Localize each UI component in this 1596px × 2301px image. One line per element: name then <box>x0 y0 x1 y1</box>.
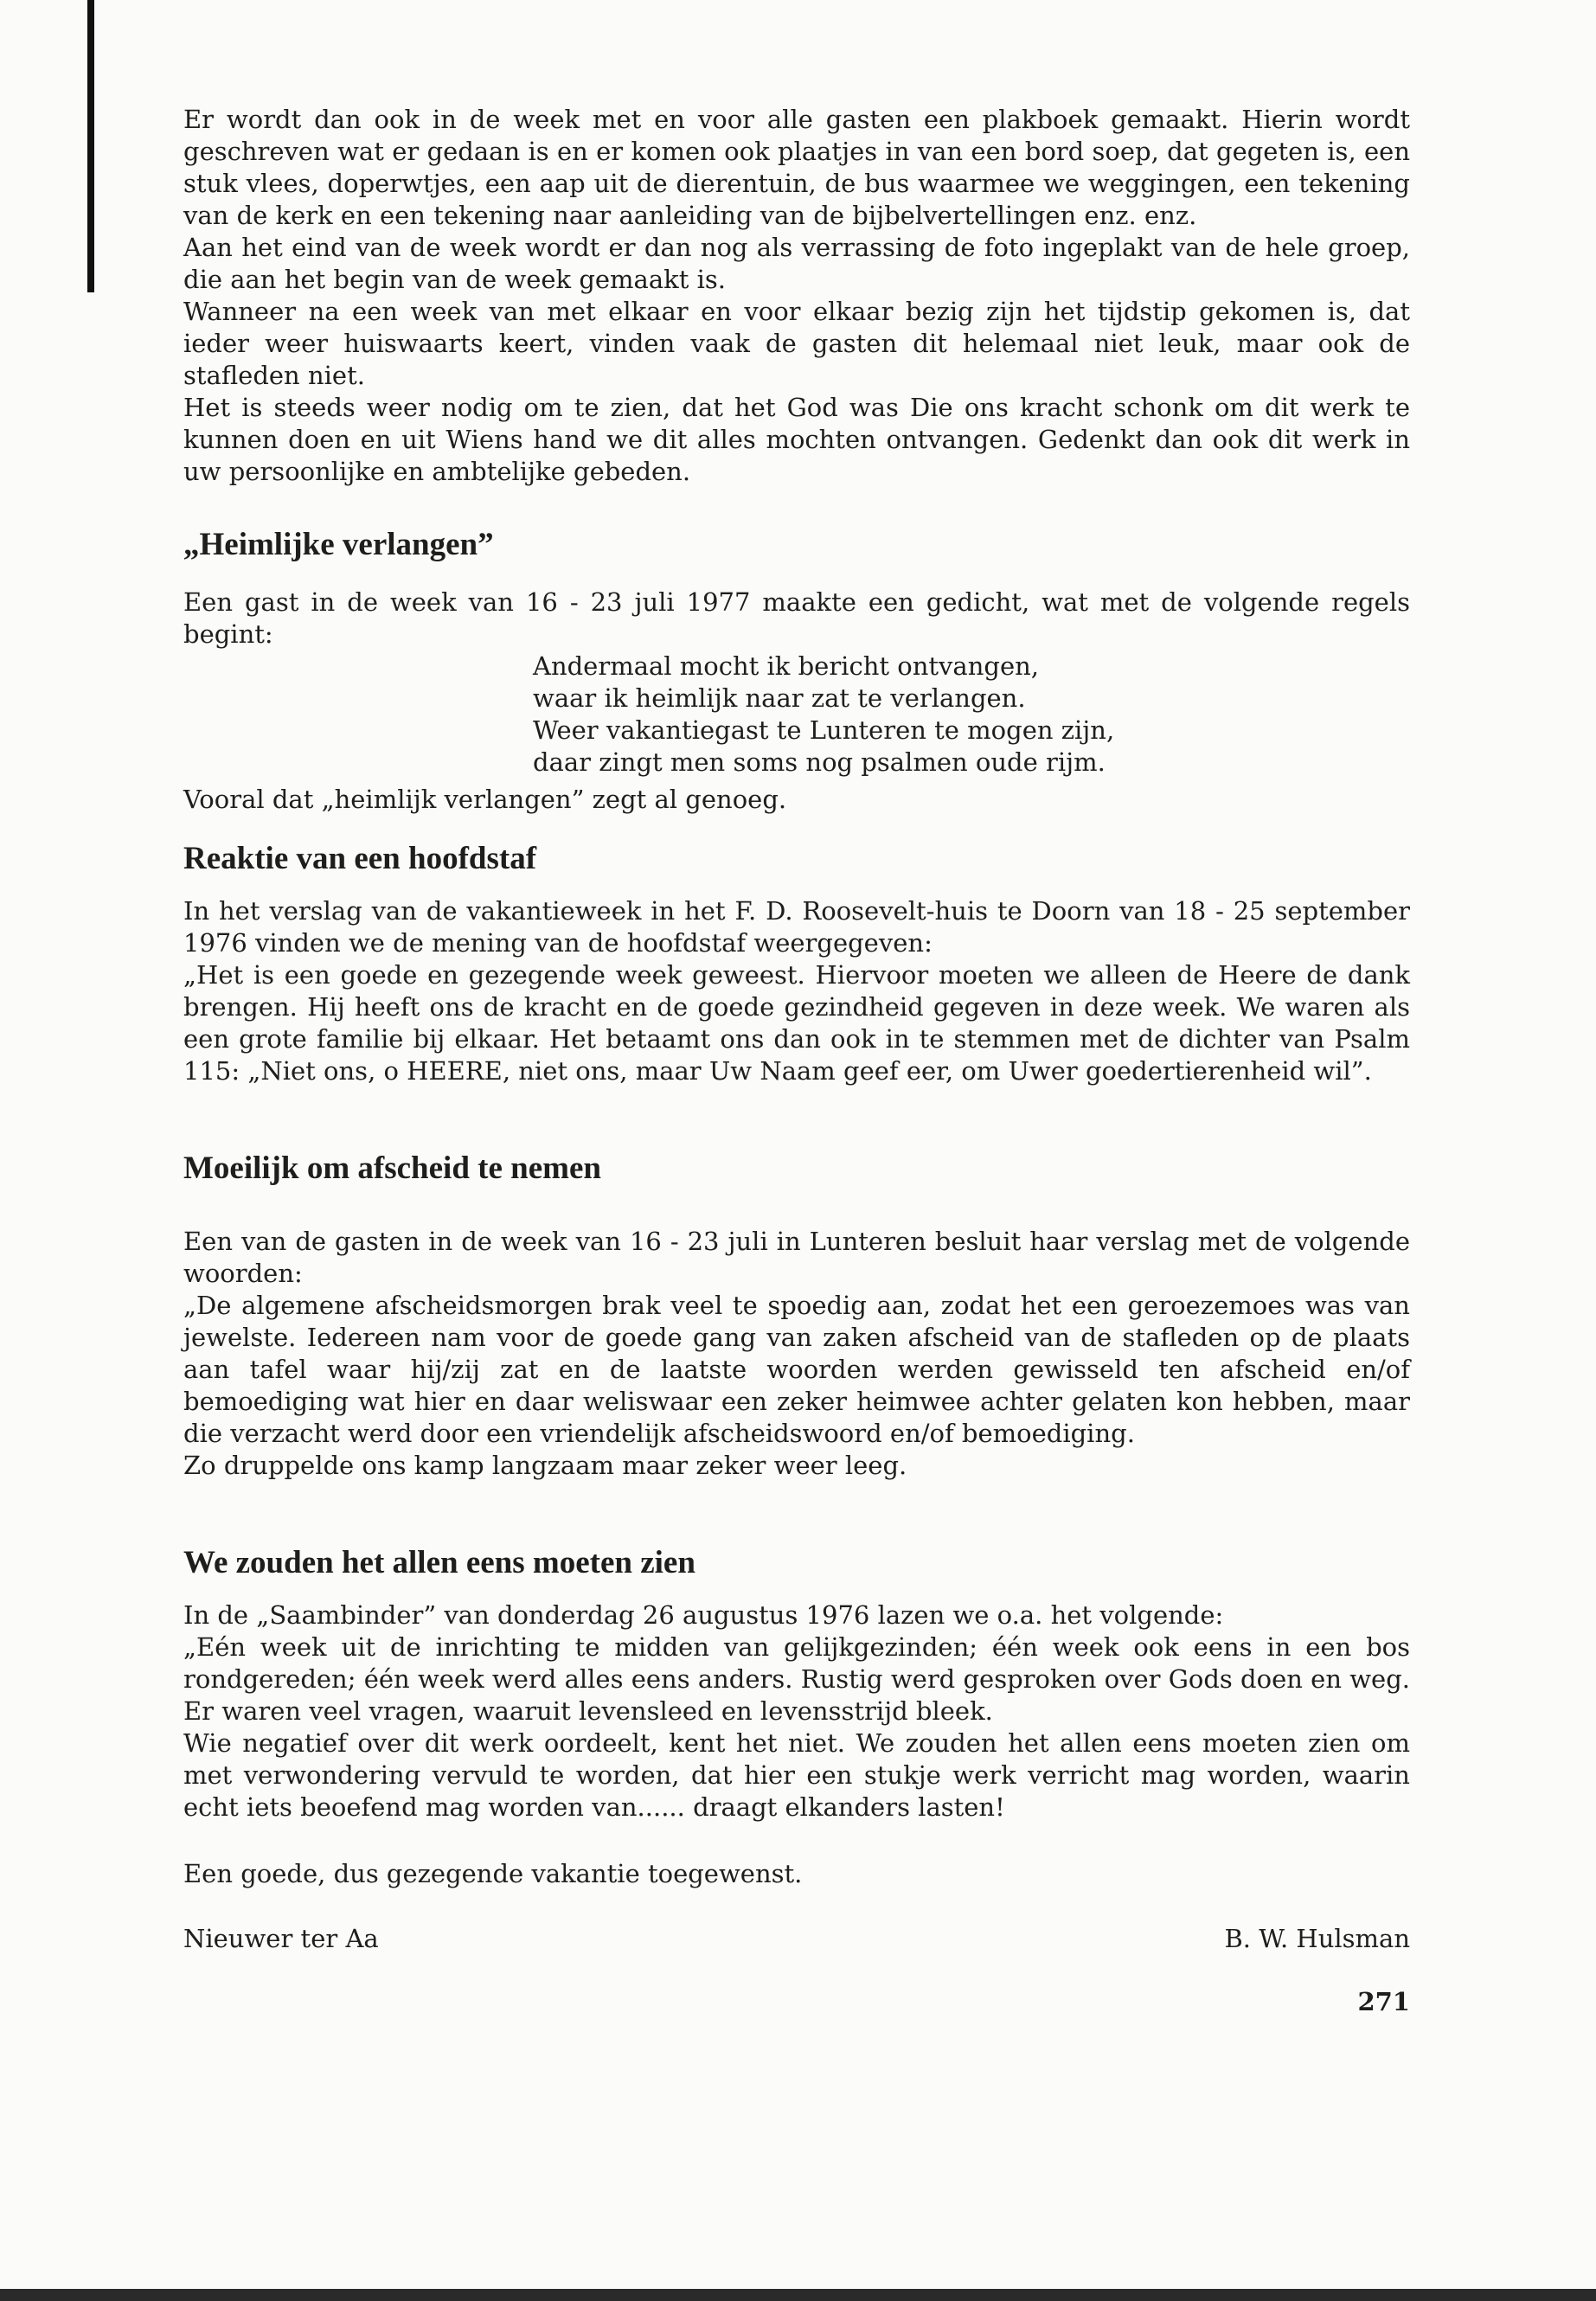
heading-moeilijk-afscheid: Moeilijk om afscheid te nemen <box>183 1150 601 1186</box>
paragraph-plakboek: Er wordt dan ook in de week met en voor alle gasten een plakboek gemaakt. Hierin wordt geschreven wat er gedaan is en er komen ook plaatjes in van een bord soep, dat gegeten is, een stuk vlees, doperwtjes, een aap uit de dierentuin, de bus waarmee we weggingen, een tekening van de kerk en een tekening naar aanleiding van de bijbelvertellingen enz. enz. <box>183 105 1410 230</box>
scan-edge-bottom <box>0 2289 1596 2301</box>
paragraph-god-kracht: Het is steeds weer nodig om te zien, dat het God was Die ons kracht schonk om dit werk te kunnen doen en uit Wiens hand we dit alles mochten ontvangen. Gedenkt dan ook dit werk in uw persoonlijke en ambtelijke gebeden. <box>183 393 1410 486</box>
page-number: 271 <box>1357 1987 1410 2016</box>
poem-line: daar zingt men soms nog psalmen oude rijm. <box>533 747 1106 777</box>
paragraph-saambinder: In de „Saambinder” van donderdag 26 augustus 1976 lazen we o.a. het volgende: <box>183 1600 1224 1630</box>
signature-place: Nieuwer ter Aa <box>183 1924 379 1953</box>
signature-row <box>183 1923 1410 1955</box>
heading-allen-eens-zien: We zouden het allen eens moeten zien <box>183 1545 695 1580</box>
paragraph-vakantie-toegewenst: Een goede, dus gezegende vakantie toegewenst. <box>183 1859 803 1888</box>
poem-line: waar ik heimlijk naar zat te verlangen. <box>533 683 1026 713</box>
paragraph-afscheidsmorgen: „De algemene afscheidsmorgen brak veel te spoedig aan, zodat het een geroezemoes was van jewelste. Iedereen nam voor de goede gang van zaken afscheid van de stafleden op de plaats aan tafel waar hij/zij zat en de laatste woorden werden gewisseld ten afscheid en/of bemoediging wat hier en daar weliswaar een zeker heimwee achter gelaten kon hebben, maar die verzacht werd door een vriendelijk afscheidswoord en/of bemoediging. <box>183 1291 1410 1448</box>
poem-line: Andermaal mocht ik bericht ontvangen, <box>533 651 1040 681</box>
paragraph-huiswaarts: Wanneer na een week van met elkaar en voor elkaar bezig zijn het tijdstip gekomen is, dat ieder weer huiswaarts keert, vinden vaak de gasten dit helemaal niet leuk, maar ook de stafleden niet. <box>183 297 1410 390</box>
heading-heimlijke-verlangen: „Heimlijke verlangen” <box>183 527 494 562</box>
paragraph-quote-hoofdstaf: „Het is een goede en gezegende week geweest. Hiervoor moeten we alleen de Heere de dank brengen. Hij heeft ons de kracht en de goede gezindheid gegeven in deze week. We waren als een grote familie bij elkaar. Het betaamt ons dan ook in te stemmen met de dichter van Psalm 115: „Niet ons, o HEERE, niet ons, maar Uw Naam geef eer, om Uwer goedertierenheid wil”. <box>183 960 1410 1086</box>
paragraph-gast-lunteren: Een van de gasten in de week van 16 - 23 juli in Lunteren besluit haar verslag met de volgende woorden: <box>183 1227 1410 1288</box>
heading-reaktie-hoofdstaf: Reaktie van een hoofdstaf <box>183 841 537 876</box>
document-page <box>183 104 1410 2018</box>
scan-edge-left <box>87 0 94 292</box>
paragraph-foto: Aan het eind van de week wordt er dan nog als verrassing de foto ingeplakt van de hele groep, die aan het begin van de week gemaakt is. <box>183 233 1410 294</box>
paragraph-druppelde: Zo druppelde ons kamp langzaam maar zeker weer leeg. <box>183 1451 907 1480</box>
paragraph-gedicht-intro: Een gast in de week van 16 - 23 juli 1977 maakte een gedicht, wat met de volgende regels begint: <box>183 587 1410 649</box>
paragraph-vooral: Vooral dat „heimlijk verlangen” zegt al genoeg. <box>183 785 787 814</box>
paragraph-verslag-doorn: In het verslag van de vakantieweek in het F. D. Roosevelt-huis te Doorn van 18 - 25 september 1976 vinden we de mening van de hoofdstaf weergegeven: <box>183 896 1410 958</box>
paragraph-een-week: „Eén week uit de inrichting te midden van gelijkgezinden; één week ook eens in een bos rondgereden; één week werd alles eens anders. Rustig werd gesproken over Gods doen en weg. Er waren veel vragen, waaruit levensleed en levensstrijd bleek. <box>183 1632 1410 1726</box>
poem-line: Weer vakantiegast te Lunteren te mogen zijn, <box>533 715 1115 745</box>
poem-block <box>533 651 1410 779</box>
signature-author: B. W. Hulsman <box>1224 1924 1410 1953</box>
paragraph-negatief: Wie negatief over dit werk oordeelt, kent het niet. We zouden het allen eens moeten zien om met verwondering vervuld te worden, dat hier een stukje werk verricht mag worden, waarin echt iets beoefend mag worden van...... draagt elkanders lasten! <box>183 1728 1410 1822</box>
